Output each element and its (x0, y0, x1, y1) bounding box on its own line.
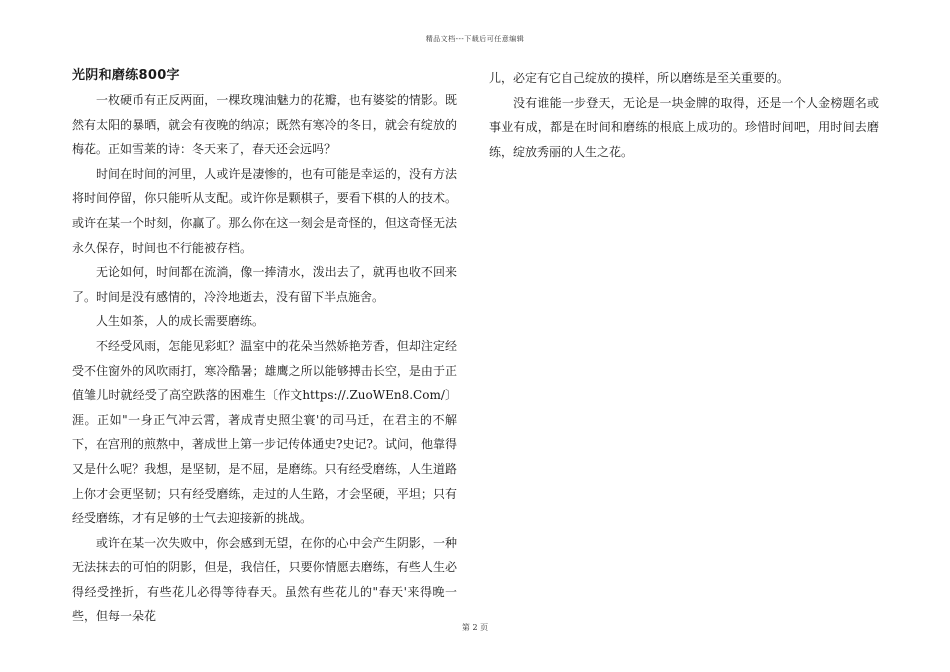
paragraph: 无论如何，时间都在流淌，像一捧清水，泼出去了，就再也收不回来了。时间是没有感情的，冷泠地逝去，没有留下半点施舍。 (72, 265, 457, 304)
article-title: 光阴和磨练800字 (72, 68, 180, 83)
page-header: 精品文档---下载后可任意编辑 (425, 35, 525, 43)
page-number: 第 2 页 (461, 623, 489, 632)
paragraph: 一枚硬币有正反两面，一棵玫瑰油魅力的花瓣，也有婆娑的情影。既然有太阳的暴晒，就会有夜晚的纳凉；既然有寒冷的冬日，就会有绽放的梅花。正如雪莱的诗：冬天来了，春天还会远吗？ (72, 93, 457, 157)
right-column (489, 66, 879, 164)
paragraph: 或许在某一次失败中，你会感到无望，在你的心中会产生阴影，一种无法抹去的可怕的阴影，但是，我信任，只要你情愿去磨练，有些人生必得经受挫折，有些花儿必得等待春天。虽然有些花儿的"春天'来得晚一些，但每一朵花 (72, 535, 457, 624)
paragraph: 人生如茶，人的成长需要磨练。 (96, 314, 265, 329)
paragraph-continuation: 儿，必定有它自己绽放的摸样，所以磨练是至关重要的。 (489, 71, 790, 85)
paragraph: 时间在时间的河里，人或许是凄惨的，也有可能是幸运的，没有方法将时间停留，你只能听从支配。或许你是颗棋子，要看下棋的人的技术。或许在某一个时刻，你赢了。那么你在这一刻会是奇怪的，但这奇怪无法永久保存，时间也不行能被存档。 (72, 166, 457, 255)
left-column (72, 66, 457, 629)
paragraph: 不经受风雨，怎能见彩虹？温室中的花朵当然娇艳芳香，但却注定经受不住窗外的风吹雨打，寒冷酷暑；雄鹰之所以能够搏击长空，是由于正值雏儿时就经受了高空跌落的困难生〔作文https://.ZuoWEn8.Com/〕涯。正如"一身正气冲云霄，著成青史照尘寰'的司马迁，在君主的不解下，在宫刑的煎熬中，著成世上第一步记传体通史?史记?。试问，他靠得又是什么呢？我想，是坚韧，是不屈，是磨练。只有经受磨练，人生道路上你才会更坚韧；只有经受磨练，走过的人生路，才会坚硬，平坦；只有经受磨练，才有足够的士气去迎接新的挑战。 (72, 338, 457, 526)
paragraph: 没有谁能一步登天，无论是一块金牌的取得，还是一个人金榜题名或事业有成，都是在时间和磨练的根底上成功的。珍惜时间吧，用时间去磨练，绽放秀丽的人生之花。 (489, 95, 879, 159)
